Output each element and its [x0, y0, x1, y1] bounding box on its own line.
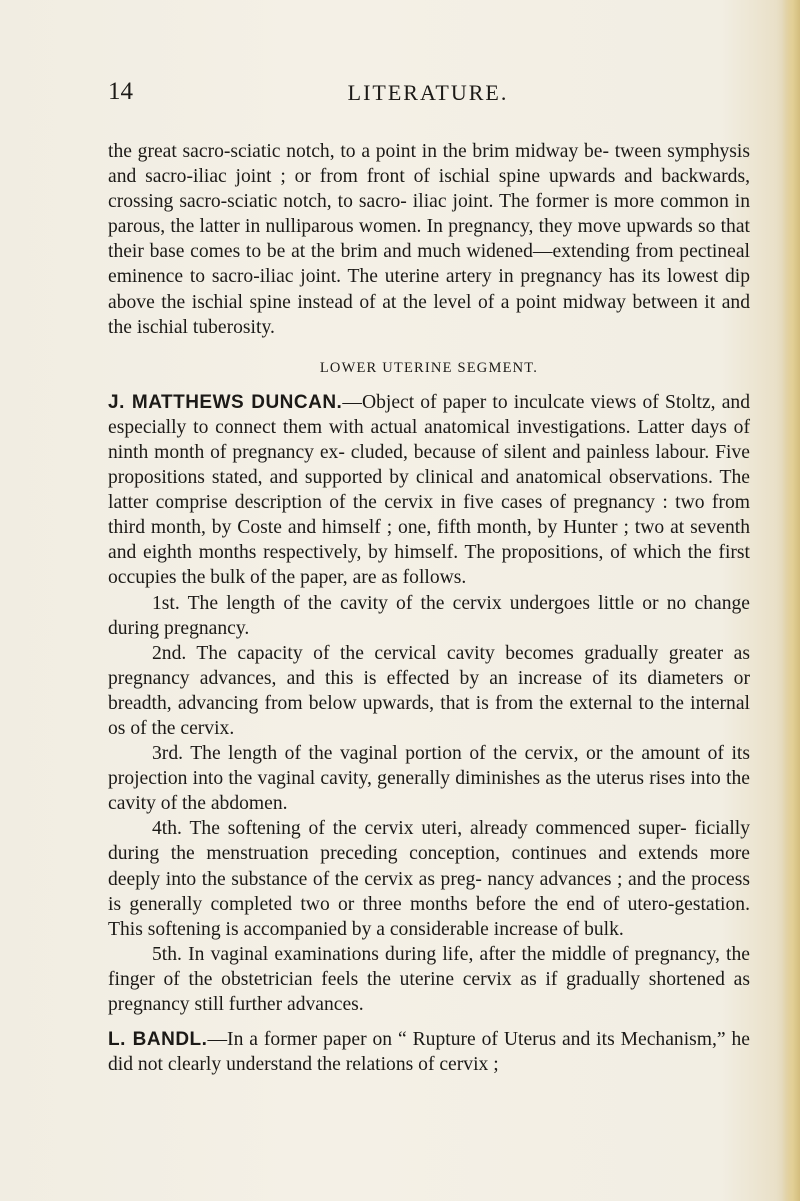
entry-duncan: [108, 390, 750, 591]
proposition-3: 3rd. The length of the vaginal portion of the cervix, or the amount of its projection into the vaginal cavity, generally diminishes as the uterus rises into the cavity of the abdomen.: [108, 743, 750, 815]
proposition-1: 1st. The length of the cavity of the cervix undergoes little or no change during pregnancy.: [108, 592, 750, 639]
entry-bandl: [108, 1027, 750, 1077]
entry-text: —Object of paper to inculcate views of Stoltz, and especially to connect them with actual anatomical investigations. Latter days of ninth month of pregnancy ex- cluded, because of silent and painless labour. Five propositions stated, and supported by clinical and anatomical observations. The latter comprise description of the cervix in five cases of pregnancy : two from third month, by Coste and himself ; one, fifth month, by Hunter ; two at seventh and eighth months respectively, by himself. The propositions, of which the first occupies the bulk of the paper, are as follows.: [108, 391, 750, 589]
paragraph: the great sacro-sciatic notch, to a point in the brim midway be- tween symphysis and sacro-iliac joint ; or from front of ischial spine upwards and backwards, crossing sacro-sciatic notch, to sacro- iliac joint. The former is more common in parous, the latter in nulliparous women. In pregnancy, they move upwards so that their base comes to be at the brim and much widened—extending from pectineal eminence to sacro-iliac joint. The uterine artery in pregnancy has its lowest dip above the ischial spine instead of at the level of a point midway between it and the ischial tuberosity.: [108, 141, 750, 338]
section-heading: LOWER UTERINE SEGMENT.: [319, 359, 539, 376]
running-head: LITERATURE.: [347, 80, 509, 105]
page-edge: [782, 0, 800, 1201]
proposition-5: 5th. In vaginal examinations during life, after the middle of pregnancy, the finger of the obstetrician feels the uterine cervix as if gradually shortened as pregnancy still further advances.: [108, 943, 750, 1015]
author-name: J. MATTHEWS DUNCAN.: [108, 391, 343, 413]
author-name: L. BANDL.: [108, 1029, 208, 1051]
body-text: [108, 139, 750, 1077]
page-header: [108, 78, 748, 108]
page-number: 14: [108, 78, 133, 105]
proposition-4: 4th. The softening of the cervix uteri, already commenced super- ficially during the menstruation preceding conception, continues and extends more deeply into the substance of the cervix as preg- nancy advances ; and the process is generally completed two or three months before the end of utero-gestation. This softening is accompanied by a considerable increase of bulk.: [108, 818, 750, 940]
proposition-2: 2nd. The capacity of the cervical cavity becomes gradually greater as pregnancy advances, and this is effected by an increase of its diameters or breadth, advancing from below upwards, that is from the external to the internal os of the cervix.: [108, 642, 750, 739]
entry-text: —In a former paper on “ Rupture of Uterus and its Mechanism,” he did not clearly understand the relations of cervix ;: [108, 1029, 751, 1076]
